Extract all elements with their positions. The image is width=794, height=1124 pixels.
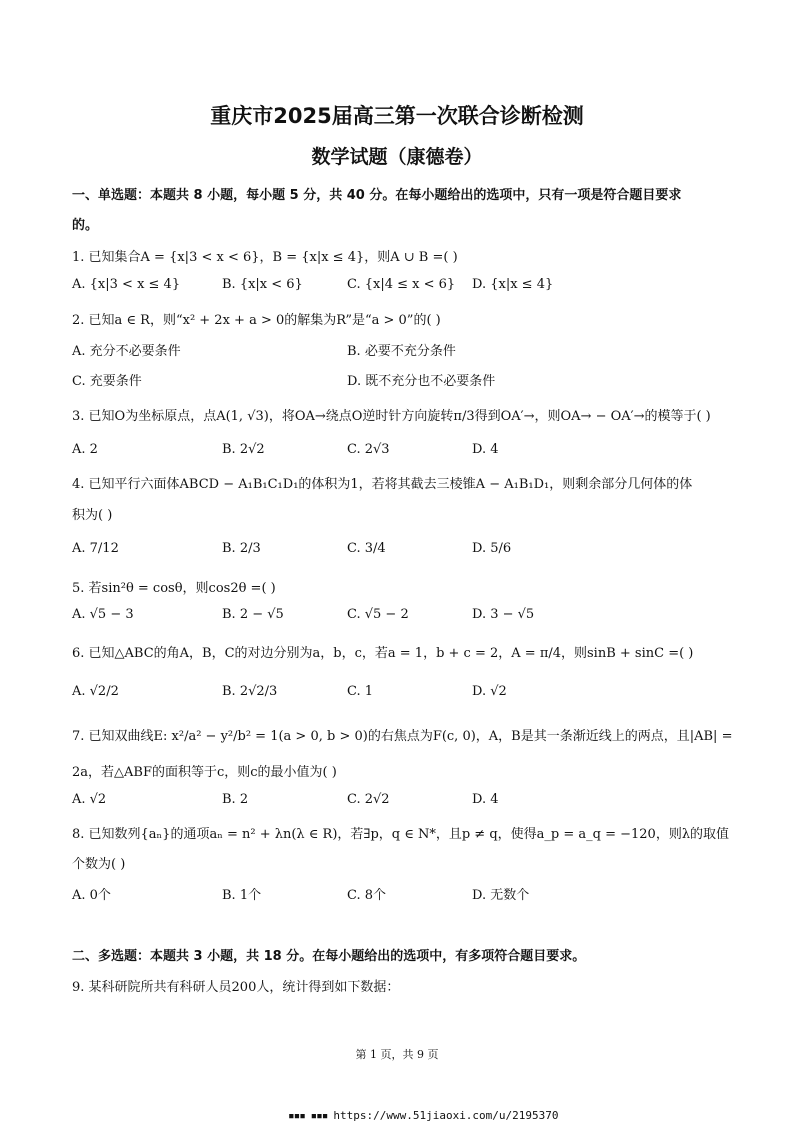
option-b: B. 2 (222, 792, 249, 807)
question-stem: 6. 已知△ABC的角A，B，C的对边分别为a，b，c，若a = 1，b + c = 2，A = π/4，则sinB + sinC =( ) (72, 646, 694, 661)
option-d: D. √2 (472, 684, 507, 699)
option-d: D. 4 (472, 442, 499, 457)
watermark-url: https://www.51jiaoxi.com/u/2195370 (333, 1109, 559, 1122)
question-stem: 2. 已知a ∈ R，则“x² + 2x + a > 0的解集为R”是“a > 0”的( ) (72, 313, 441, 328)
question-stem: 7. 已知双曲线E: x²/a² − y²/b² = 1(a > 0, b > 0)的右焦点为F(c, 0)，A，B是其一条渐近线上的两点，且|AB| = (72, 729, 733, 744)
option-b: B. 必要不充分条件 (347, 344, 456, 359)
option-d: D. 既不充分也不必要条件 (347, 374, 496, 389)
option-c: C. 3/4 (347, 541, 386, 556)
question-stem-cont: 2a，若△ABF的面积等于c，则c的最小值为( ) (72, 765, 337, 780)
option-a: A. √2 (72, 792, 107, 807)
page-subtitle: 数学试题（康德卷） (311, 146, 483, 168)
option-c: C. 2√2 (347, 792, 390, 807)
option-a: A. 2 (72, 442, 98, 457)
watermark-dots-icon: ▪▪▪ ▪▪▪ (288, 1109, 328, 1122)
option-a: A. 充分不必要条件 (72, 344, 181, 359)
option-c: C. {x|4 ≤ x < 6} (347, 277, 456, 292)
section-heading-cont: 的。 (72, 218, 99, 233)
page-number: 第 1 页，共 9 页 (355, 1048, 439, 1061)
page-title: 重庆市2025届高三第一次联合诊断检测 (210, 104, 584, 128)
option-b: B. 2 − √5 (222, 607, 284, 622)
option-a: A. √5 − 3 (72, 607, 134, 622)
option-c: C. 8个 (347, 888, 387, 903)
question-stem-cont: 积为( ) (72, 508, 113, 523)
option-a: A. 0个 (72, 888, 111, 903)
option-a: A. 7/12 (72, 541, 119, 556)
option-c: C. 充要条件 (72, 374, 142, 389)
question-stem: 4. 已知平行六面体ABCD − A₁B₁C₁D₁的体积为1，若将其截去三棱锥A − A₁B₁D₁，则剩余部分几何体的体 (72, 477, 693, 492)
section-heading: 一、单选题：本题共 8 小题，每小题 5 分，共 40 分。在每小题给出的选项中，只有一项是符合题目要求 (72, 188, 682, 203)
option-b: B. 2/3 (222, 541, 261, 556)
option-a: A. √2/2 (72, 684, 119, 699)
option-c: C. 2√3 (347, 442, 390, 457)
section-heading: 二、多选题：本题共 3 小题，共 18 分。在每小题给出的选项中，有多项符合题目要求。 (72, 949, 586, 964)
question-stem: 9. 某科研院所共有科研人员200人，统计得到如下数据： (72, 980, 400, 995)
option-d: D. 5/6 (472, 541, 512, 556)
question-stem-cont: 个数为( ) (72, 857, 126, 872)
option-b: B. 2√2 (222, 442, 265, 457)
option-a: A. {x|3 < x ≤ 4} (72, 277, 181, 292)
option-d: D. 无数个 (472, 888, 530, 903)
question-stem: 8. 已知数列{aₙ}的通项aₙ = n² + λn(λ ∈ R)，若∃p，q ∈ N*，且p ≠ q，使得a_p = a_q = −120，则λ的取值 (72, 827, 730, 842)
question-stem: 3. 已知O为坐标原点，点A(1, √3)，将OA→绕点O逆时针方向旋转π/3得到OA′→，则OA→ − OA′→的模等于( ) (72, 409, 711, 424)
option-b: B. 2√2/3 (222, 684, 278, 699)
option-b: B. {x|x < 6} (222, 277, 303, 292)
option-b: B. 1个 (222, 888, 262, 903)
option-d: D. 4 (472, 792, 499, 807)
option-c: C. √5 − 2 (347, 607, 409, 622)
option-d: D. {x|x ≤ 4} (472, 277, 554, 292)
option-d: D. 3 − √5 (472, 607, 535, 622)
question-stem: 1. 已知集合A = {x|3 < x < 6}，B = {x|x ≤ 4}，则A ∪ B =( ) (72, 250, 458, 265)
option-c: C. 1 (347, 684, 374, 699)
question-stem: 5. 若sin²θ = cosθ，则cos2θ =( ) (72, 581, 276, 596)
watermark (288, 1109, 559, 1122)
